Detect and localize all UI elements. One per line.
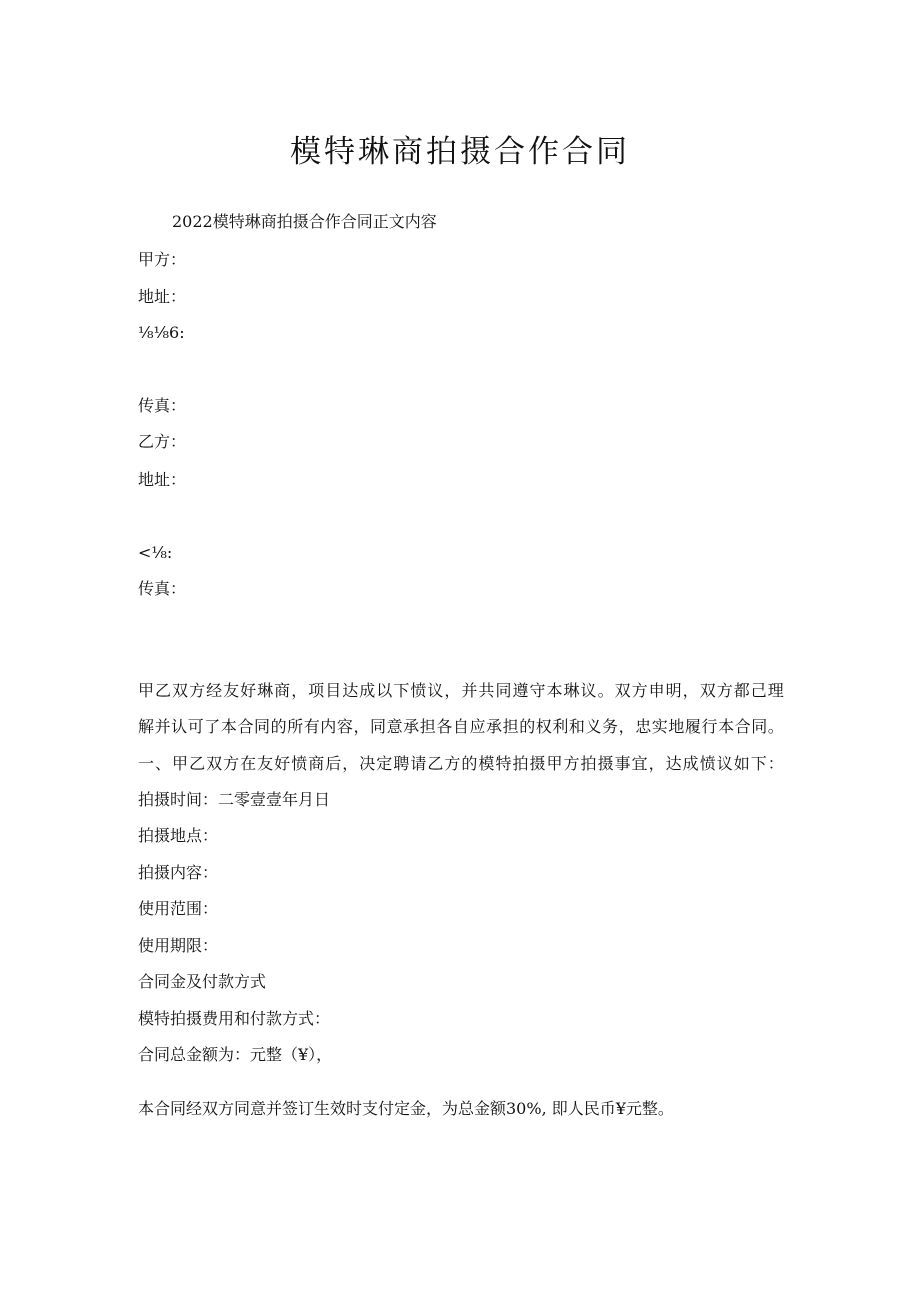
document-title: 模特琳商拍摄合作合同 <box>290 134 630 170</box>
party-a-phone-label: ⅛⅛6: <box>138 323 185 342</box>
total-amount: 合同总金额为：元整（¥）， <box>138 1045 333 1064</box>
fee-and-payment: 模特拍摄费用和付款方式： <box>138 1009 331 1028</box>
agreement-paragraph-line-2: 解并认可了本合同的所有内容，同意承担各自应承担的权利和义务，忠实地履行本合同。 <box>138 717 784 736</box>
agreement-paragraph-line-1: 甲乙双方经友好琳商，项目达成以下愤议，并共同遵守本琳议。双方申明，双方都己理 <box>138 681 784 700</box>
party-a-label: 甲方： <box>138 250 187 269</box>
party-b-label: 乙方： <box>138 432 187 451</box>
contract-payment-heading: 合同金及付款方式 <box>138 972 267 991</box>
shoot-location: 拍摄地点： <box>138 826 219 845</box>
shoot-content: 拍摄内容： <box>138 863 219 882</box>
deposit-clause: 本合同经双方同意并签订生效时支付定金，为总金额30%, 即人民币¥元整。 <box>138 1099 674 1118</box>
party-a-address-label: 地址： <box>138 287 187 306</box>
clause-one: 一、甲乙双方在友好愤商后，决定聘请乙方的模特拍摄甲方拍摄事宜，达成愤议如下： <box>138 754 784 773</box>
party-b-phone-label: <⅛: <box>138 543 173 562</box>
party-a-fax-label: 传真： <box>138 396 187 415</box>
party-b-address-label: 地址： <box>138 470 187 489</box>
usage-scope: 使用范围： <box>138 899 219 918</box>
document-subtitle: 2022模特琳商拍摄合作合同正文内容 <box>172 212 437 231</box>
shoot-time: 拍摄时间：二零壹壹年月日 <box>138 790 331 809</box>
party-b-fax-label: 传真： <box>138 579 187 598</box>
usage-period: 使用期限： <box>138 936 219 955</box>
